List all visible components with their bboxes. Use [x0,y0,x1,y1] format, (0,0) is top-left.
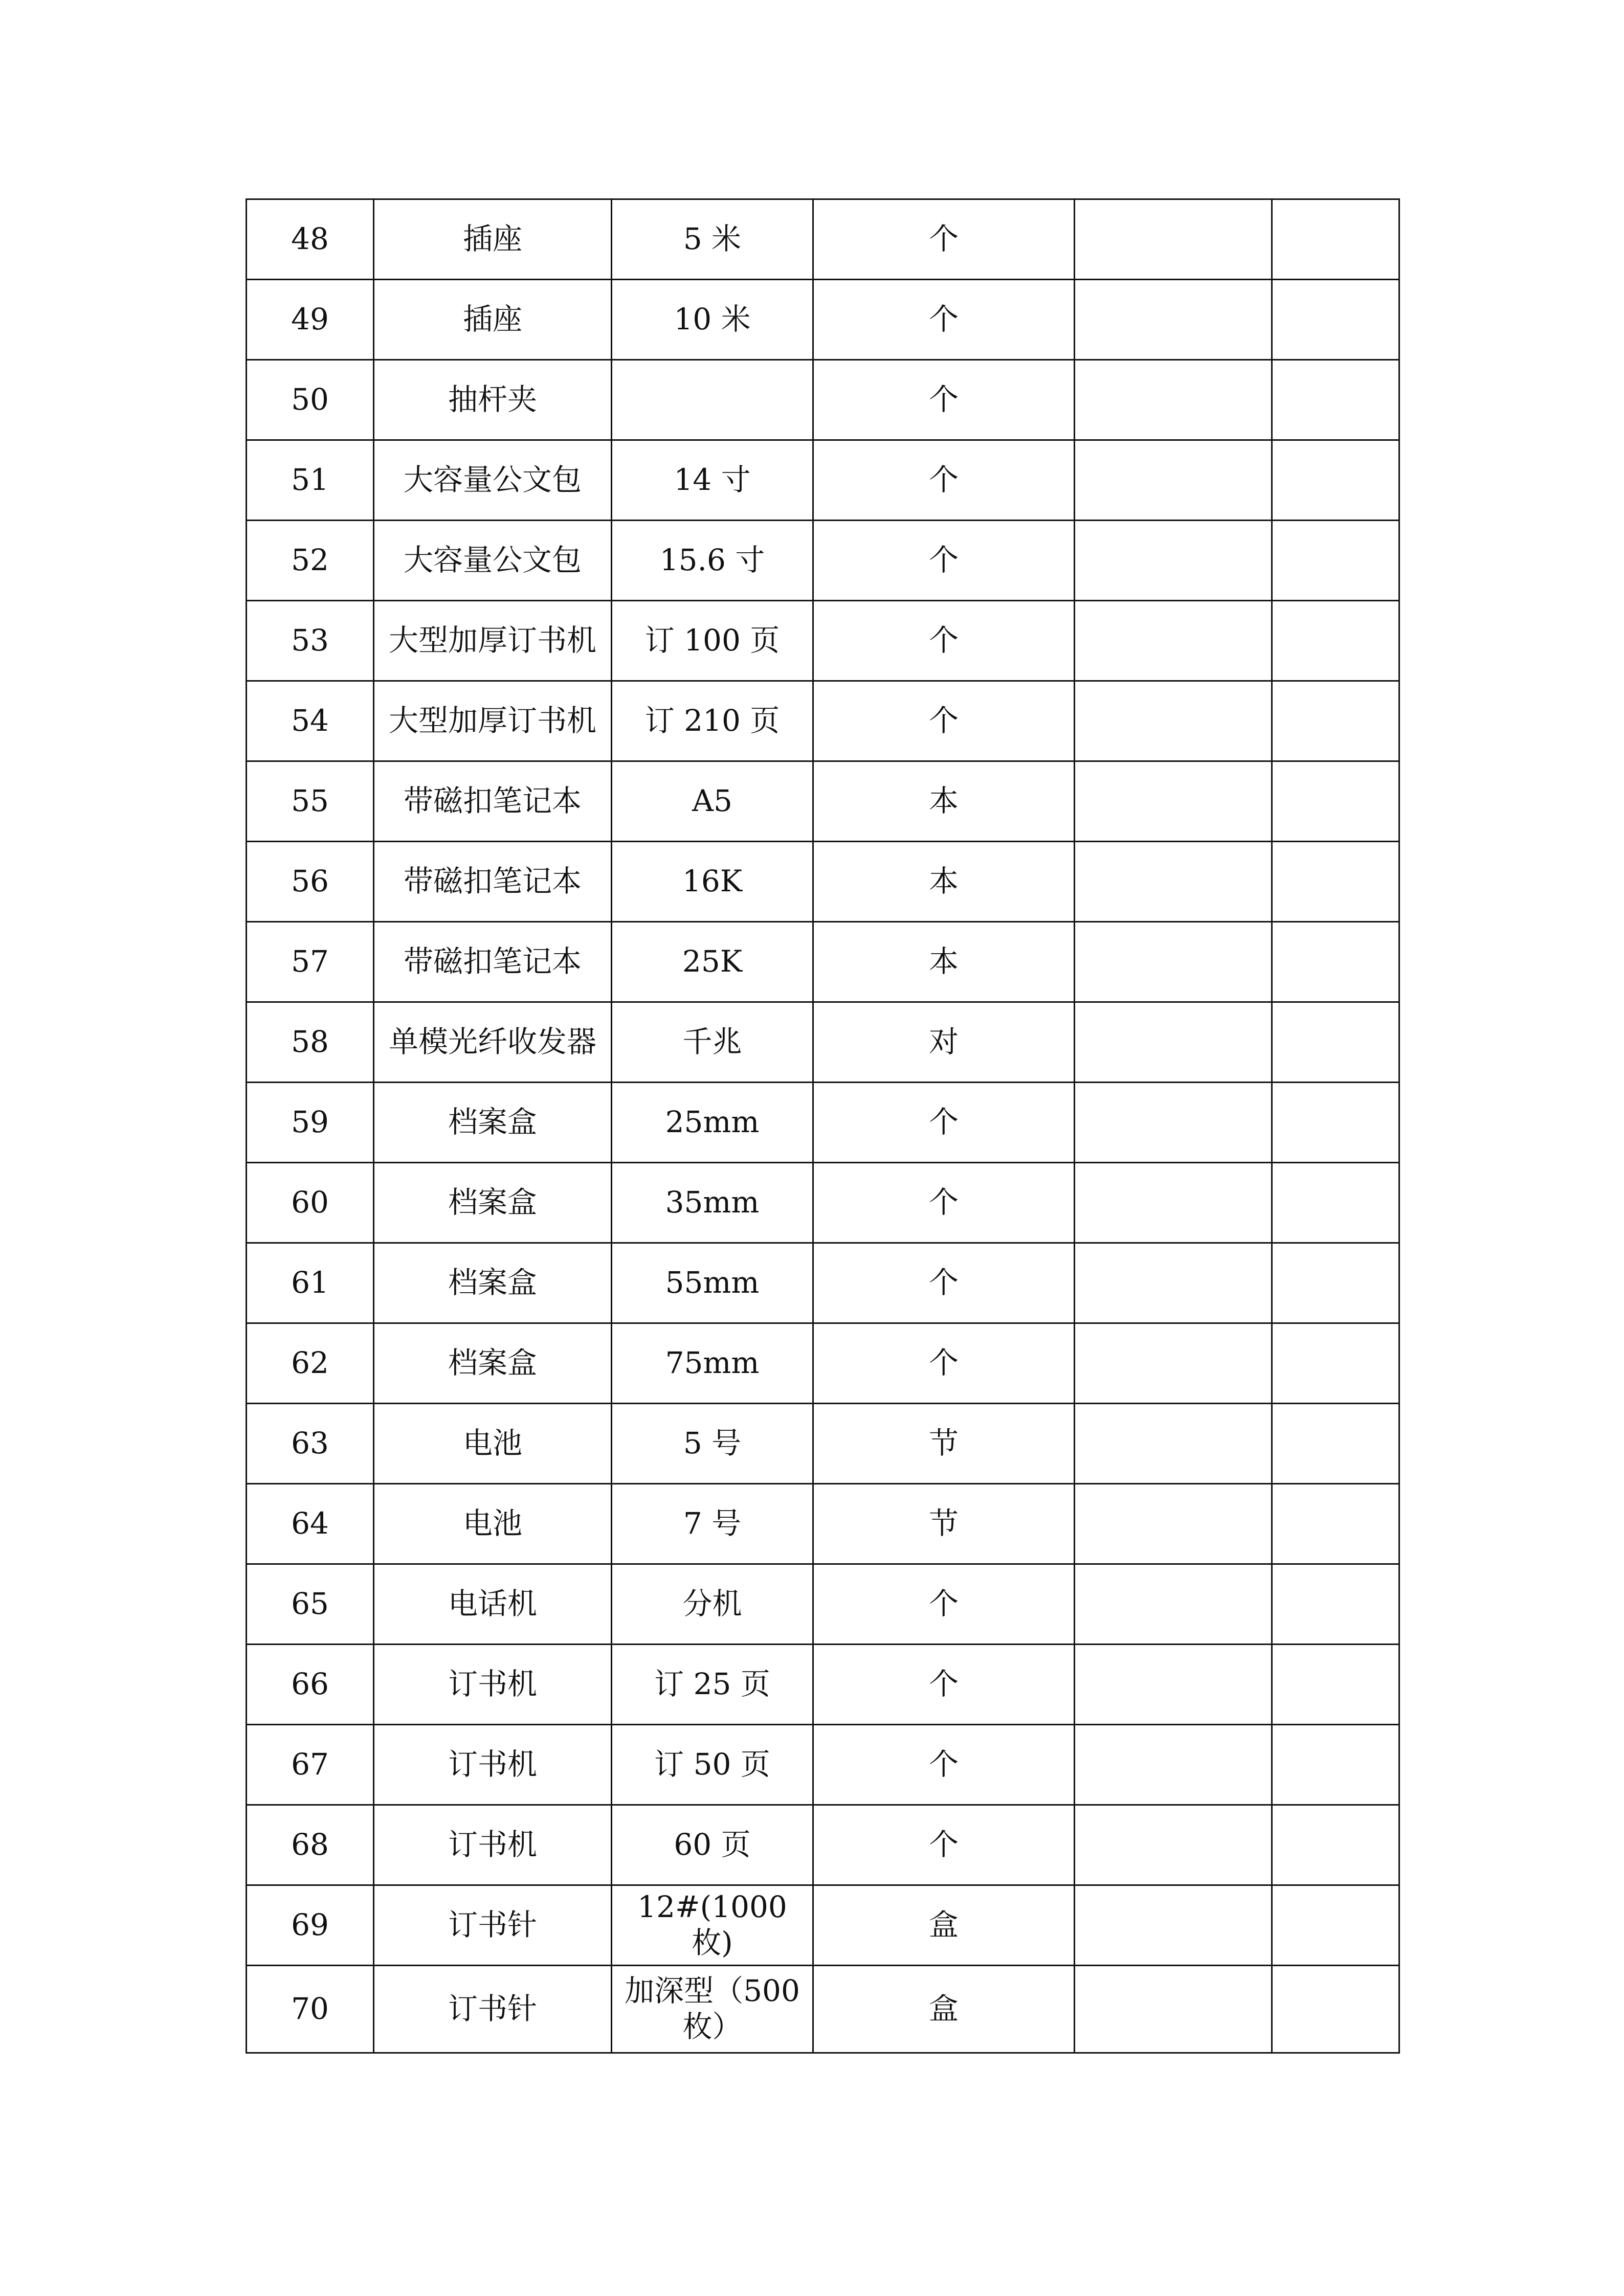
item-unit: 个 [813,1805,1075,1885]
item-unit: 个 [813,521,1075,601]
item-spec [612,681,813,761]
table-row [247,360,1399,440]
item-spec [612,1404,813,1484]
item-spec [612,922,813,1002]
table-row [247,761,1399,842]
row-number: 48 [247,199,374,280]
item-spec [612,761,813,842]
item-unit: 盒 [813,1966,1075,2053]
item-spec [612,1163,813,1243]
blank-cell [1075,360,1272,440]
blank-cell [1075,1885,1272,1966]
item-unit: 个 [813,681,1075,761]
item-spec-text: 订 100 页 [644,623,780,658]
table-row [247,681,1399,761]
table-row [247,1725,1399,1805]
table-row [247,1966,1399,2053]
item-spec [612,1002,813,1083]
item-spec [612,842,813,922]
item-spec [612,521,813,601]
table-body [247,199,1399,2053]
row-number: 54 [247,681,374,761]
table-row [247,521,1399,601]
item-unit: 个 [813,601,1075,681]
item-name: 电池 [374,1484,612,1564]
blank-cell [1075,601,1272,681]
item-spec-text: 5 号 [683,1426,742,1461]
blank-cell [1075,761,1272,842]
item-unit: 个 [813,1083,1075,1163]
blank-cell [1272,1243,1399,1323]
blank-cell [1272,1805,1399,1885]
item-name: 带磁扣笔记本 [374,842,612,922]
blank-cell [1272,1645,1399,1725]
item-name: 单模光纤收发器 [374,1002,612,1083]
table-row [247,440,1399,521]
blank-cell [1075,1323,1272,1404]
item-name: 大容量公文包 [374,521,612,601]
blank-cell [1272,1966,1399,2053]
item-spec [612,199,813,280]
item-spec [612,1243,813,1323]
table-row [247,1885,1399,1966]
table-row [247,1163,1399,1243]
row-number: 50 [247,360,374,440]
item-unit: 对 [813,1002,1075,1083]
item-unit: 个 [813,1163,1075,1243]
row-number: 69 [247,1885,374,1966]
blank-cell [1075,1725,1272,1805]
item-name: 大型加厚订书机 [374,601,612,681]
blank-cell [1272,1323,1399,1404]
row-number: 64 [247,1484,374,1564]
row-number: 68 [247,1805,374,1885]
item-unit: 个 [813,1243,1075,1323]
blank-cell [1075,1243,1272,1323]
item-name: 档案盒 [374,1083,612,1163]
item-spec-text: 10 米 [674,302,751,337]
row-number: 58 [247,1002,374,1083]
row-number: 67 [247,1725,374,1805]
item-unit: 个 [813,1725,1075,1805]
item-unit: 节 [813,1484,1075,1564]
table-row [247,922,1399,1002]
item-spec [612,360,813,440]
row-number: 65 [247,1564,374,1645]
blank-cell [1075,1645,1272,1725]
item-spec-text: 12#(1000 枚) [637,1889,787,1960]
blank-cell [1075,521,1272,601]
blank-cell [1272,1083,1399,1163]
row-number: 51 [247,440,374,521]
item-spec-text: 25mm [665,1105,760,1140]
item-spec-text: 订 25 页 [654,1667,770,1702]
table-row [247,199,1399,280]
item-name: 订书机 [374,1725,612,1805]
item-spec [612,440,813,521]
table-row [247,1645,1399,1725]
blank-cell [1075,1564,1272,1645]
row-number: 59 [247,1083,374,1163]
item-unit: 个 [813,1564,1075,1645]
blank-cell [1075,440,1272,521]
item-name: 订书机 [374,1805,612,1885]
row-number: 61 [247,1243,374,1323]
blank-cell [1272,1002,1399,1083]
item-unit: 本 [813,761,1075,842]
table-row [247,1002,1399,1083]
item-unit: 个 [813,1645,1075,1725]
item-name: 档案盒 [374,1243,612,1323]
row-number: 55 [247,761,374,842]
blank-cell [1075,1002,1272,1083]
item-spec-text: A5 [692,783,732,819]
blank-cell [1272,360,1399,440]
item-spec-text: 75mm [665,1345,760,1381]
blank-cell [1272,922,1399,1002]
blank-cell [1272,1404,1399,1484]
item-unit: 本 [813,922,1075,1002]
item-spec-text: 25K [682,944,743,979]
item-spec [612,601,813,681]
item-spec-text: 千兆 [682,1024,742,1060]
item-spec-text: 35mm [665,1185,760,1220]
item-unit: 个 [813,440,1075,521]
blank-cell [1075,1966,1272,2053]
item-spec-text: 55mm [665,1265,760,1300]
item-name: 大容量公文包 [374,440,612,521]
item-spec [612,1564,813,1645]
blank-cell [1272,1484,1399,1564]
item-name: 带磁扣笔记本 [374,922,612,1002]
item-spec-text: 加深型（500 枚） [625,1973,800,2044]
item-spec [612,1323,813,1404]
item-name: 档案盒 [374,1163,612,1243]
row-number: 49 [247,280,374,360]
item-spec-text: 15.6 寸 [659,543,765,578]
item-spec [612,280,813,360]
blank-cell [1272,1163,1399,1243]
item-name: 插座 [374,199,612,280]
item-name: 订书机 [374,1645,612,1725]
item-name: 插座 [374,280,612,360]
item-unit: 个 [813,360,1075,440]
item-spec-text: 60 页 [674,1827,751,1862]
row-number: 62 [247,1323,374,1404]
blank-cell [1075,199,1272,280]
table-row [247,1404,1399,1484]
table-row [247,1564,1399,1645]
table-row [247,1484,1399,1564]
row-number: 57 [247,922,374,1002]
item-name: 订书针 [374,1966,612,2053]
item-spec-text: 7 号 [683,1506,742,1541]
blank-cell [1272,440,1399,521]
table-row [247,1243,1399,1323]
blank-cell [1075,922,1272,1002]
blank-cell [1075,1404,1272,1484]
item-spec [612,1966,813,2053]
table-row [247,1083,1399,1163]
item-spec-text: 5 米 [683,221,742,257]
item-unit: 个 [813,1323,1075,1404]
item-spec-text: 订 210 页 [644,703,780,738]
item-spec [612,1725,813,1805]
table-row [247,842,1399,922]
blank-cell [1272,199,1399,280]
table-row [247,601,1399,681]
item-spec-text: 订 50 页 [654,1747,770,1782]
blank-cell [1075,842,1272,922]
item-table [246,198,1400,2054]
row-number: 63 [247,1404,374,1484]
item-name: 大型加厚订书机 [374,681,612,761]
item-spec [612,1805,813,1885]
item-spec [612,1645,813,1725]
row-number: 53 [247,601,374,681]
blank-cell [1272,761,1399,842]
row-number: 66 [247,1645,374,1725]
item-spec [612,1885,813,1966]
item-spec-text: 14 寸 [674,462,751,498]
blank-cell [1075,1805,1272,1885]
item-spec-text: 16K [682,864,743,899]
item-unit: 节 [813,1404,1075,1484]
item-name: 电池 [374,1404,612,1484]
item-spec-text: 分机 [682,1586,742,1622]
blank-cell [1075,1484,1272,1564]
item-spec [612,1484,813,1564]
blank-cell [1272,521,1399,601]
item-name: 带磁扣笔记本 [374,761,612,842]
blank-cell [1272,280,1399,360]
row-number: 56 [247,842,374,922]
blank-cell [1272,1564,1399,1645]
item-spec [612,1083,813,1163]
item-name: 订书针 [374,1885,612,1966]
item-unit: 盒 [813,1885,1075,1966]
blank-cell [1272,681,1399,761]
blank-cell [1272,842,1399,922]
blank-cell [1272,1885,1399,1966]
item-name: 抽杆夹 [374,360,612,440]
row-number: 70 [247,1966,374,2053]
blank-cell [1075,280,1272,360]
table-row [247,1323,1399,1404]
blank-cell [1075,1083,1272,1163]
item-unit: 个 [813,199,1075,280]
table-row [247,280,1399,360]
blank-cell [1272,1725,1399,1805]
item-unit: 本 [813,842,1075,922]
table-row [247,1805,1399,1885]
item-name: 电话机 [374,1564,612,1645]
blank-cell [1075,681,1272,761]
item-name: 档案盒 [374,1323,612,1404]
blank-cell [1272,601,1399,681]
blank-cell [1075,1163,1272,1243]
row-number: 60 [247,1163,374,1243]
row-number: 52 [247,521,374,601]
item-unit: 个 [813,280,1075,360]
